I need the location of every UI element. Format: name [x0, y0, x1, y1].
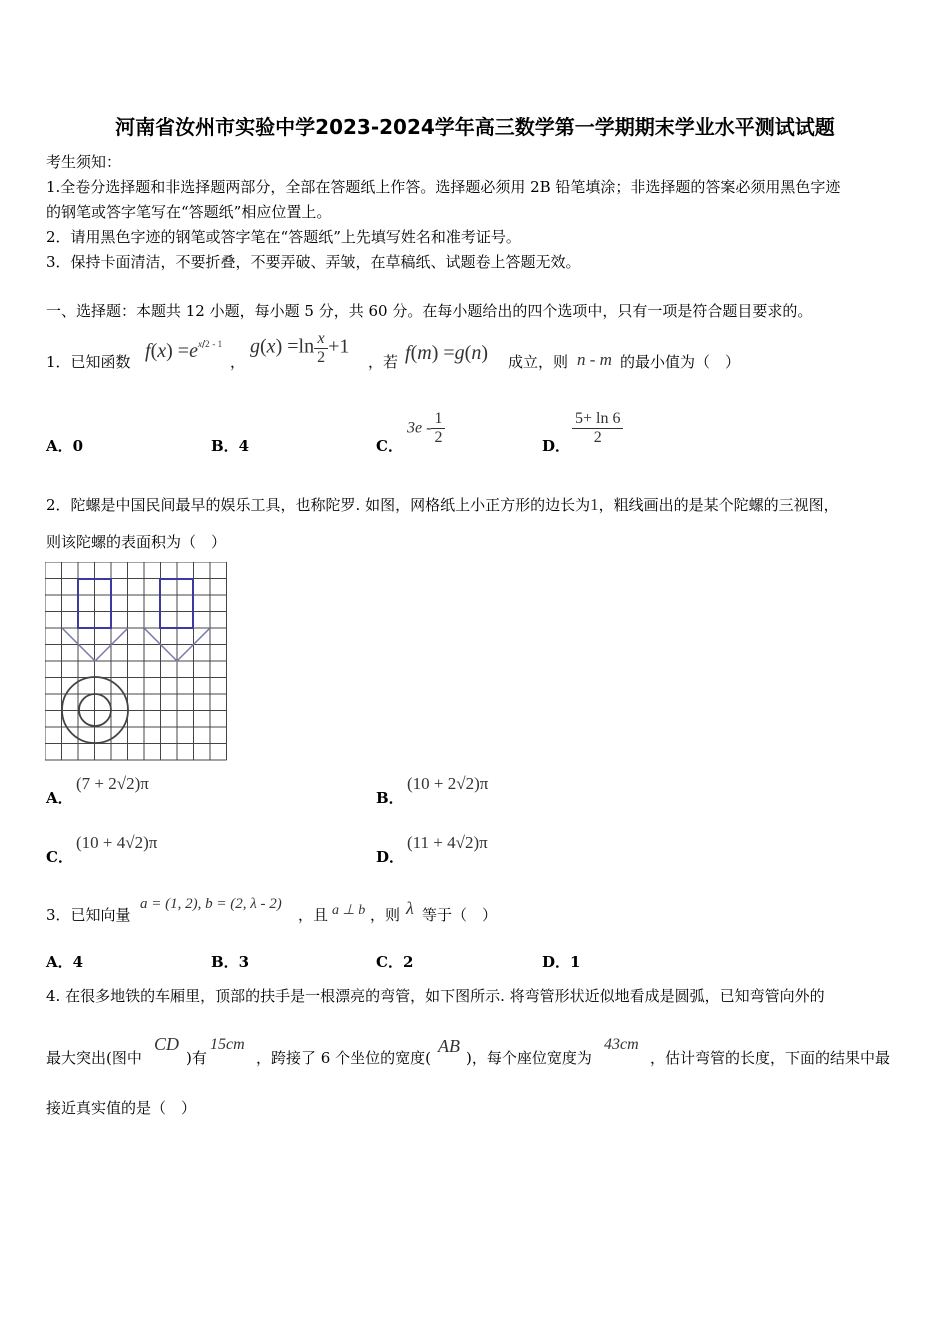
notice-item-1: 1.全卷分选择题和非选择题两部分，全部在答题纸上作答。选择题必须用 2B 铅笔填涂；非选择题的答案必须用黑色字迹: [46, 178, 841, 196]
q1-f-expression: $f(x) =e^{x/2 - 1}$: [145, 339, 223, 362]
notice-item-3: 3．保持卡面清洁，不要折叠，不要弄破、弄皱，在草稿纸、试题卷上答题无效。: [46, 253, 581, 271]
q2-line2: 则该陀螺的表面积为（ ）: [46, 533, 227, 551]
q2-option-b-value: (10 + 2√2)π: [407, 774, 489, 793]
q2-option-d-value: (11 + 4√2)π: [407, 833, 488, 852]
q2-option-c-value: (10 + 4√2)π: [76, 833, 158, 852]
q4-line2d: )，每个座位宽度为: [466, 1049, 592, 1067]
q1-option-c: C．: [376, 437, 403, 455]
q1-holds: 成立，则: [508, 353, 569, 371]
q1-comma: ，: [230, 353, 246, 371]
q2-option-d: D．: [376, 848, 405, 866]
q3-option-c: C．2: [376, 953, 414, 971]
q3-lambda: λ: [406, 898, 414, 918]
notice-heading: 考生须知：: [46, 153, 122, 171]
q2-option-c: C．: [46, 848, 73, 866]
q1-suffix: 的最小值为（ ）: [620, 353, 741, 371]
q1-option-d-value: $\frac{5+ \ln 6}{2}$: [572, 410, 623, 447]
q2-option-a: A．: [46, 789, 73, 807]
q4-15cm: 15cm: [210, 1036, 245, 1053]
three-view-figure: [45, 562, 231, 762]
q4-ab: AB: [438, 1036, 460, 1056]
q1-equation: f(m) =g(n): [405, 342, 488, 364]
q3-option-d: D．1: [542, 953, 581, 971]
q1-option-d: D．: [542, 437, 571, 455]
q4-line2e: ，估计弯管的长度，下面的结果中最: [650, 1049, 891, 1067]
q3-prefix: 3．已知向量: [46, 906, 131, 924]
q4-line2b: )有: [186, 1049, 207, 1067]
q3-vectors: a = (1, 2), b = (2, λ - 2): [140, 896, 282, 912]
q4-line1: 4. 在很多地铁的车厢里，顶部的扶手是一根漂亮的弯管，如下图所示. 将弯管形状近似地看成是圆弧，已知弯管向外的: [46, 987, 825, 1005]
q1-option-b: B．4: [211, 437, 250, 455]
q4-43cm: 43cm: [604, 1036, 639, 1053]
q1-option-c-value: 3e - $\frac{1}{2}$: [407, 410, 445, 447]
q1-if: ，若: [368, 353, 399, 371]
notice-item-1-cont: 的钢笔或答字笔写在“答题纸”相应位置上。: [46, 203, 332, 221]
q1-option-a: A．0: [46, 437, 84, 455]
q4-line2a: 最大突出(图中: [46, 1049, 142, 1067]
q3-mid: ，且: [298, 906, 329, 924]
section-heading: 一、选择题：本题共 12 小题，每小题 5 分，共 60 分。在每小题给出的四个选项中，只有一项是符合题目要求的。: [46, 302, 813, 320]
q4-cd: CD: [154, 1034, 180, 1054]
q2-line1: 2．陀螺是中国民间最早的娱乐工具，也称陀罗. 如图，网格纸上小正方形的边长为1，粗线画出的是某个陀螺的三视图，: [46, 495, 839, 514]
q2-option-a-value: (7 + 2√2)π: [76, 774, 149, 793]
q4-line2c: ，跨接了 6 个坐位的宽度(: [256, 1049, 431, 1067]
page-title: 河南省汝州市实验中学2023-2024学年高三数学第一学期期末学业水平测试试题: [115, 115, 835, 139]
q1-g-expression: g(x) =ln $\frac{x}{2}$ +1: [250, 330, 350, 366]
q3-suffix: 等于（ ）: [422, 906, 498, 924]
q3-option-a: A．4: [46, 953, 84, 971]
q1-prefix: 1．已知函数: [46, 353, 131, 371]
q3-then: ，则: [370, 906, 401, 924]
q2-option-b: B．: [376, 789, 404, 807]
q3-perp: a ⊥ b: [332, 903, 366, 918]
q4-line3: 接近真实值的是（ ）: [46, 1099, 197, 1117]
notice-item-2: 2．请用黑色字迹的钢笔或答字笔在“答题纸”上先填写姓名和准考证号。: [46, 228, 521, 246]
q3-option-b: B．3: [211, 953, 250, 971]
grid-lines: [45, 562, 227, 760]
q1-n-minus-m: n - m: [577, 350, 612, 369]
